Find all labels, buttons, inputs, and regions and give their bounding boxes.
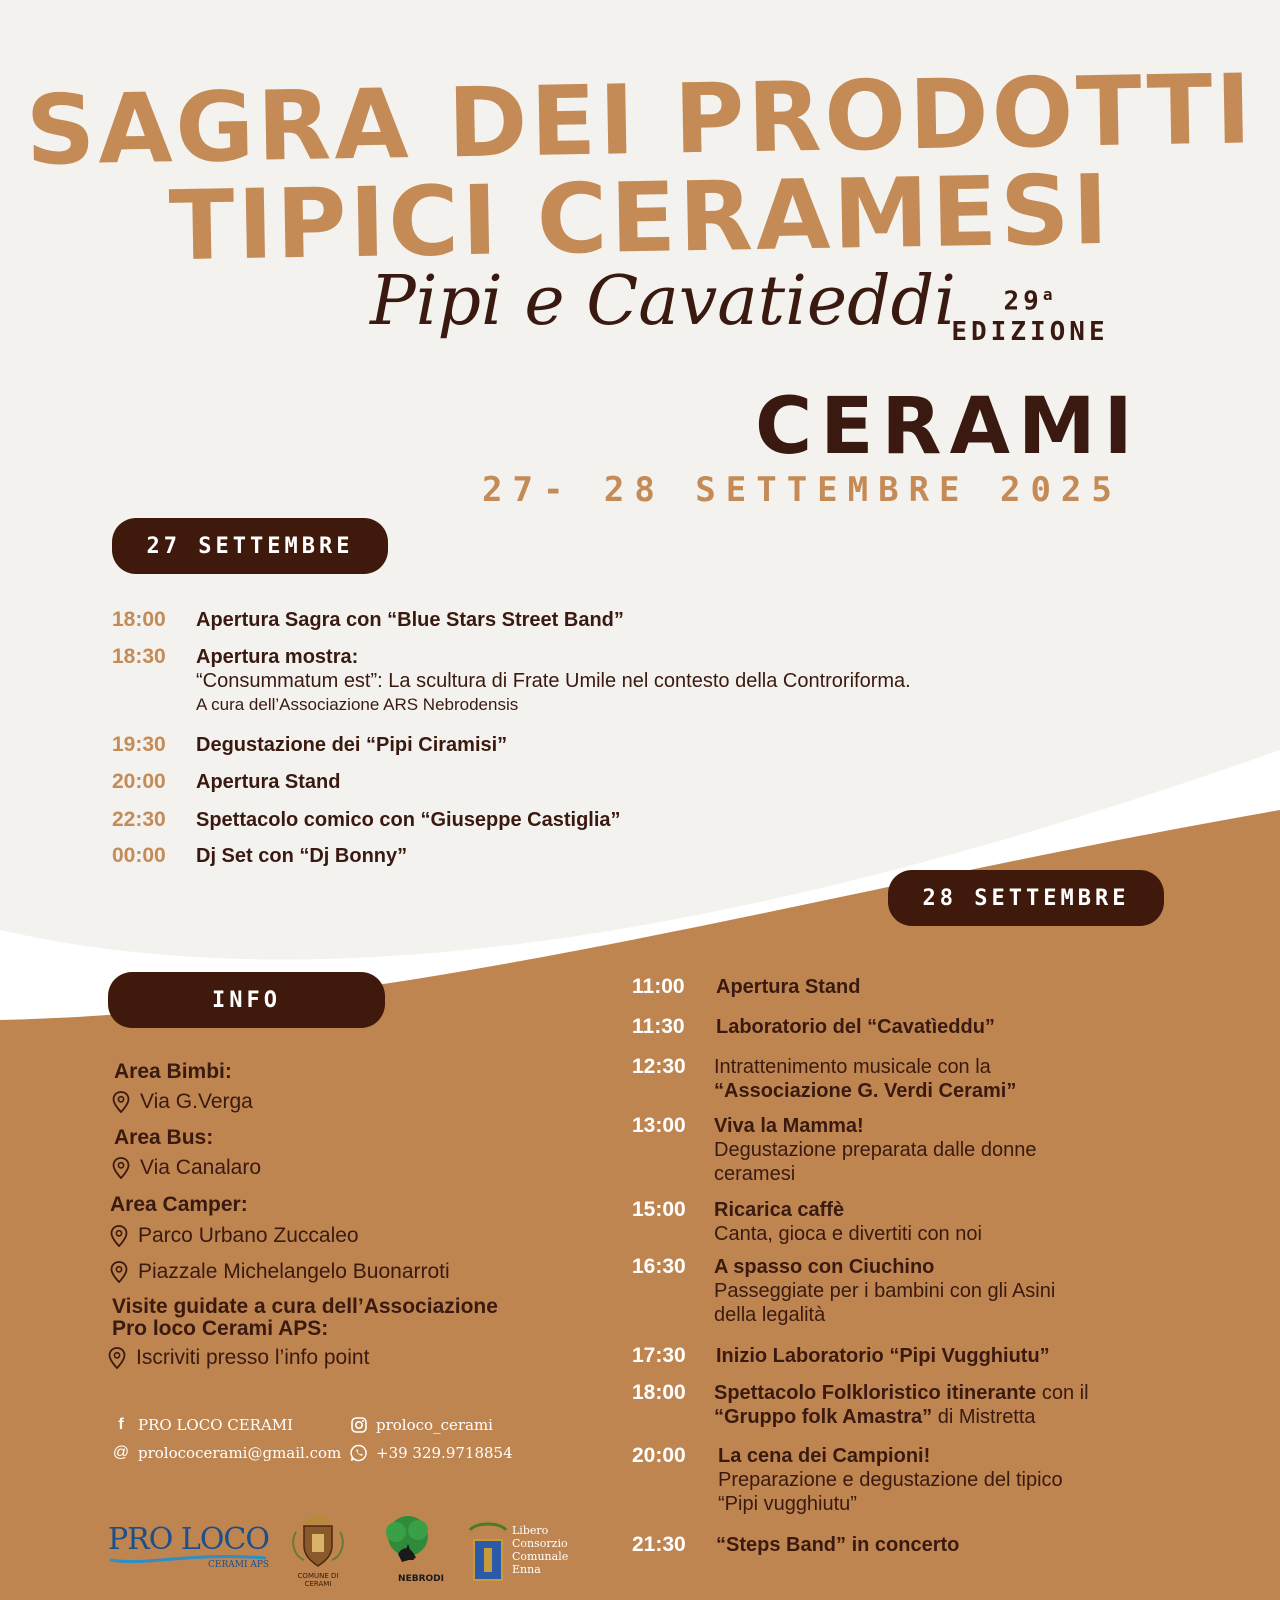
proloco-logo-sub: CERAMI APS — [208, 1560, 270, 1570]
visite-line-2: Pro loco Cerami APS: — [112, 1317, 329, 1340]
day2-event-9 — [632, 1444, 1192, 1520]
event-line3: ceramesi — [714, 1163, 796, 1185]
day2-event-1 — [632, 975, 1192, 1001]
event-line2: Preparazione e degustazione del tipico — [718, 1469, 1063, 1491]
town-name: CERAMI — [755, 382, 1141, 472]
day2-event-3 — [632, 1055, 1192, 1105]
location-text: Iscriviti presso l’info point — [136, 1346, 370, 1369]
coat-of-arms-icon — [286, 1512, 350, 1568]
day2-event-10 — [632, 1533, 1192, 1559]
event-time: 00:00 — [112, 844, 166, 867]
day2-label-pill: 28 SETTEMBRE — [888, 870, 1164, 926]
subtitle: Pipi e Cavatieddi — [370, 262, 956, 341]
area-bimbi-heading: Area Bimbi: — [114, 1060, 232, 1083]
area-camper-location-2 — [110, 1260, 450, 1284]
tree-icon — [372, 1514, 444, 1570]
event-title: Laboratorio del “Cavatìeddu” — [716, 1016, 995, 1038]
at-icon: @ — [112, 1444, 130, 1461]
location-text: Via Canalaro — [140, 1156, 262, 1179]
event-title: Intrattenimento musicale con la — [714, 1056, 991, 1078]
map-pin-icon — [110, 1225, 128, 1247]
event-time: 20:00 — [112, 770, 166, 793]
day1-event-1 — [112, 608, 1112, 634]
consorzio-line-2: Consorzio — [512, 1537, 568, 1550]
location-text: Parco Urbano Zuccaleo — [138, 1224, 359, 1247]
day1-event-6 — [112, 844, 1112, 870]
day1-event-4 — [112, 770, 1112, 796]
consorzio-line-3: Comunale — [512, 1550, 569, 1563]
event-dates: 27- 28 SETTEMBRE 2025 — [482, 470, 1122, 510]
location-text: Piazzale Michelangelo Buonarroti — [138, 1260, 450, 1283]
enna-crest-icon — [466, 1520, 510, 1590]
event-title: Apertura Sagra con “Blue Stars Street Band” — [196, 609, 624, 631]
event-time: 11:30 — [632, 1015, 685, 1038]
day2-event-6 — [632, 1255, 1192, 1331]
event-line2: Degustazione preparata dalle donne — [714, 1139, 1037, 1161]
area-camper-heading: Area Camper: — [110, 1193, 248, 1216]
comune-logo-text: COMUNE DI CERAMI — [297, 1572, 339, 1588]
nebrodi-logo — [372, 1514, 444, 1582]
event-line2: “Consummatum est”: La scultura di Frate Umile nel contesto della Controriforma. — [196, 670, 911, 692]
title-line-2: TIPICI CERAMESI — [168, 153, 1112, 283]
location-text: Via G.Verga — [140, 1090, 253, 1113]
facebook-icon: f — [118, 1416, 124, 1433]
event-time: 16:30 — [632, 1255, 686, 1278]
edition-number: 29 — [1003, 286, 1043, 317]
proloco-logo-text: PRO LOCO — [108, 1522, 269, 1557]
day1-event-5 — [112, 808, 1112, 834]
instagram-text: proloco_cerami — [376, 1416, 493, 1434]
day2-event-8 — [632, 1381, 1192, 1431]
consorzio-line-1: Libero — [512, 1524, 549, 1537]
info-label-pill: INFO — [108, 972, 385, 1028]
area-camper-location-1 — [110, 1224, 359, 1248]
proloco-logo — [108, 1522, 278, 1578]
event-title: Apertura mostra: — [196, 646, 359, 668]
consorzio-line-4: Enna — [512, 1563, 541, 1576]
edition-sup: a — [1042, 285, 1057, 304]
consorzio-logo-text — [512, 1524, 568, 1576]
event-time: 22:30 — [112, 808, 166, 831]
day1-event-2 — [112, 645, 1172, 721]
day2-event-5 — [632, 1198, 1192, 1248]
event-title: “Steps Band” in concerto — [716, 1534, 960, 1556]
consorzio-logo — [466, 1520, 576, 1590]
map-pin-icon — [108, 1347, 126, 1369]
day2-event-7 — [632, 1344, 1192, 1370]
contact-phone[interactable] — [350, 1444, 513, 1462]
comune-logo — [286, 1512, 350, 1588]
event-title: Spettacolo comico con “Giuseppe Castiglia” — [196, 809, 621, 831]
event-line2: Passeggiate per i bambini con gli Asini — [714, 1280, 1056, 1302]
event-title: Apertura Stand — [716, 976, 861, 998]
contact-facebook[interactable] — [112, 1416, 293, 1434]
event-time: 19:30 — [112, 733, 166, 756]
nebrodi-logo-text: NEBRODI — [398, 1574, 444, 1584]
visite-heading — [112, 1296, 498, 1340]
map-pin-icon — [112, 1157, 130, 1179]
event-time: 18:00 — [632, 1381, 686, 1404]
whatsapp-icon — [350, 1444, 368, 1462]
event-time: 12:30 — [632, 1055, 686, 1078]
event-line3: “Pipi vugghiutu” — [718, 1493, 857, 1515]
contact-email[interactable] — [112, 1444, 341, 1462]
event-title: Ricarica caffè — [714, 1199, 845, 1221]
event-time: 18:00 — [112, 608, 166, 631]
visite-line-1: Visite guidate a cura dell’Associazione — [112, 1295, 498, 1318]
event-line2-rest: di Mistretta — [932, 1406, 1036, 1428]
event-title: Degustazione dei “Pipi Ciramisi” — [196, 734, 508, 756]
event-line2: “Associazione G. Verdi Cerami” — [714, 1080, 1017, 1102]
day1-label-pill: 27 SETTEMBRE — [112, 518, 388, 574]
event-line3: A cura dell’Associazione ARS Nebrodensis — [196, 695, 519, 714]
map-pin-icon — [112, 1091, 130, 1113]
event-time: 18:30 — [112, 645, 166, 668]
phone-text: +39 329.9718854 — [376, 1444, 513, 1462]
event-time: 20:00 — [632, 1444, 686, 1467]
event-time: 13:00 — [632, 1114, 686, 1137]
area-bus-location — [112, 1156, 261, 1180]
event-line3: della legalità — [714, 1304, 826, 1326]
contact-instagram[interactable] — [350, 1416, 493, 1434]
event-title: La cena dei Campioni! — [718, 1445, 931, 1467]
area-bus-heading: Area Bus: — [114, 1126, 214, 1149]
day1-event-3 — [112, 733, 1112, 759]
title-line-1: SAGRA DEI PRODOTTI — [24, 53, 1256, 187]
event-title-rest: con il — [1036, 1382, 1089, 1404]
event-title: Inizio Laboratorio “Pipi Vugghiutu” — [716, 1345, 1050, 1367]
edition-badge — [950, 285, 1110, 347]
day2-event-4 — [632, 1114, 1192, 1190]
instagram-icon — [350, 1416, 368, 1434]
event-time: 21:30 — [632, 1533, 686, 1556]
event-time: 15:00 — [632, 1198, 686, 1221]
facebook-text: PRO LOCO CERAMI — [138, 1416, 294, 1434]
day2-event-2 — [632, 1015, 1192, 1041]
event-title: Viva la Mamma! — [714, 1115, 864, 1137]
visite-location — [108, 1346, 369, 1370]
event-title: A spasso con Ciuchino — [714, 1256, 935, 1278]
event-time: 11:00 — [632, 975, 685, 998]
event-title: Spettacolo Folkloristico itinerante — [714, 1382, 1037, 1404]
event-title: Dj Set con “Dj Bonny” — [196, 845, 408, 867]
event-title: Apertura Stand — [196, 771, 341, 793]
edition-label: EDIZIONE — [951, 316, 1109, 347]
area-bimbi-location — [112, 1090, 253, 1114]
map-pin-icon — [110, 1261, 128, 1283]
event-time: 17:30 — [632, 1344, 686, 1367]
event-line2: “Gruppo folk Amastra” — [714, 1406, 933, 1428]
event-line2: Canta, gioca e divertiti con noi — [714, 1223, 982, 1245]
email-text: prolococerami@gmail.com — [138, 1444, 342, 1462]
